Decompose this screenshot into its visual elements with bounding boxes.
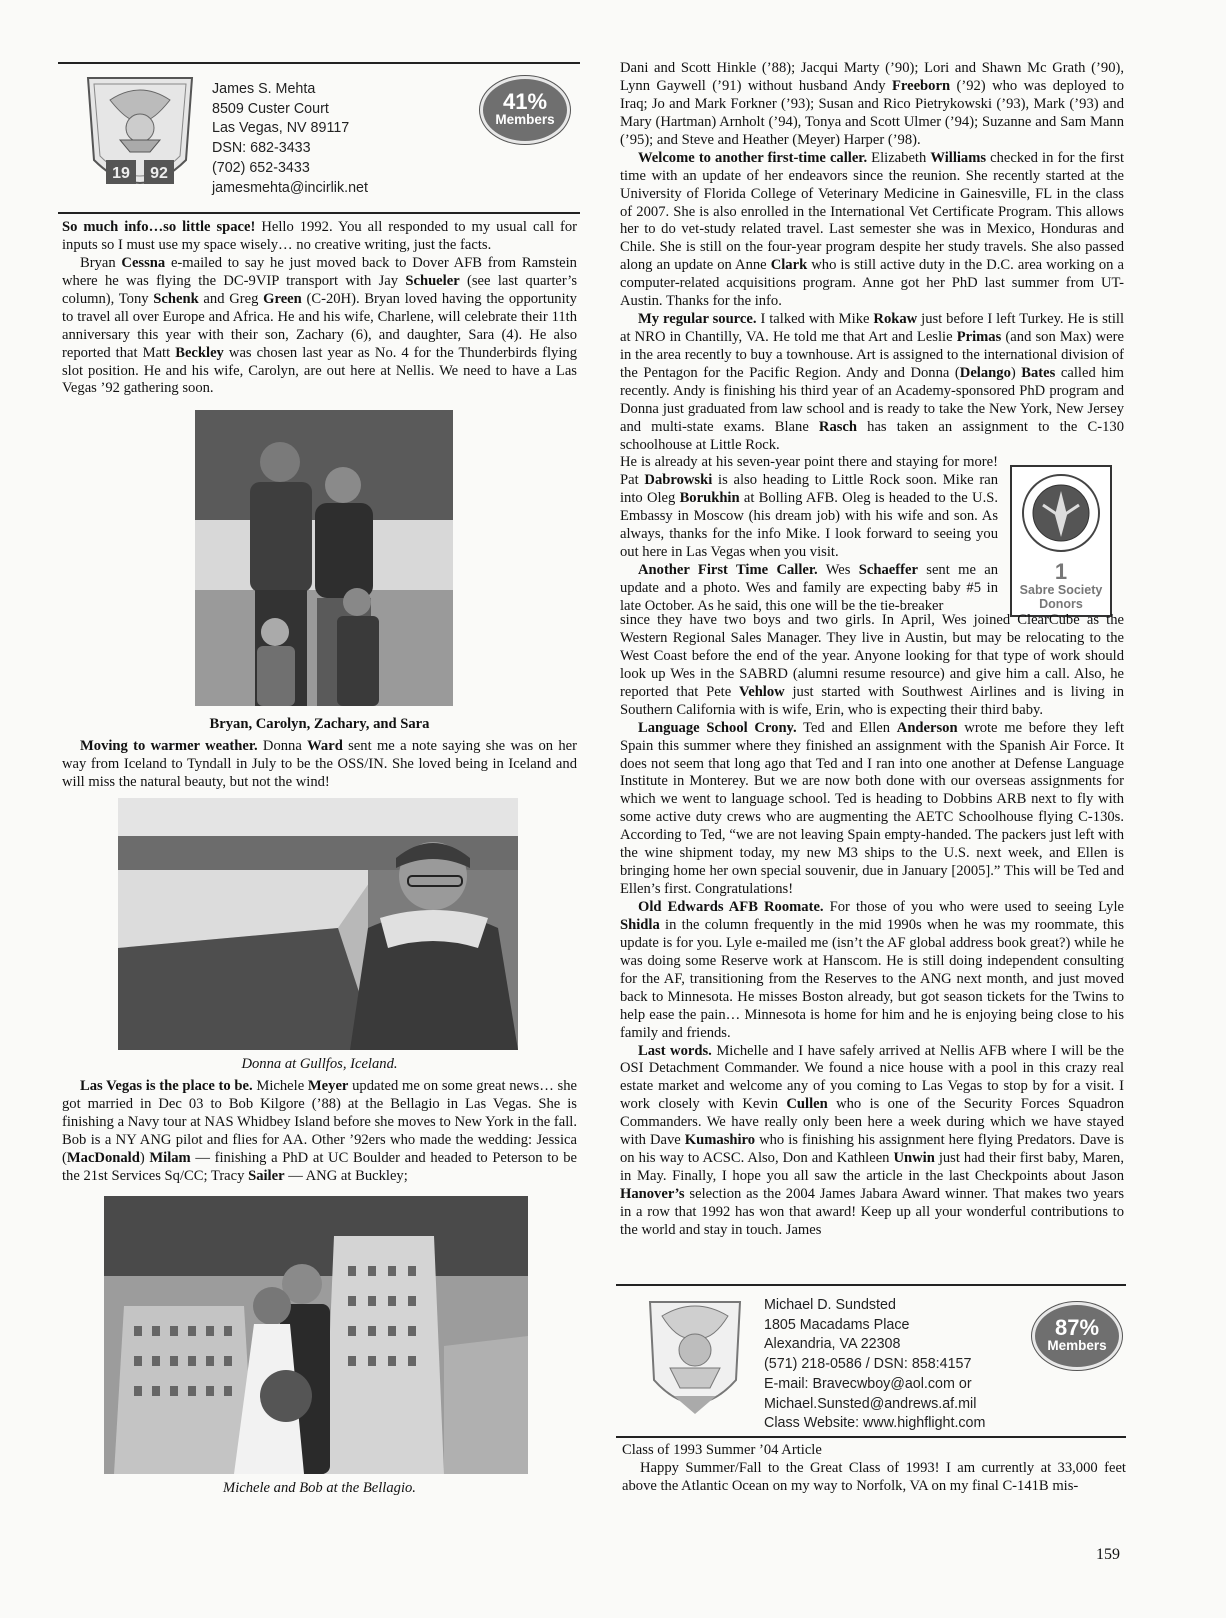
crest-1992-icon (80, 70, 200, 210)
class-1992-crest (80, 70, 200, 210)
bold-name: Schenk (153, 290, 199, 307)
scribe-name: Michael D. Sundsted (764, 1297, 896, 1313)
phone: (571) 218-0586 / DSN: 858:4157 (764, 1356, 972, 1373)
text-run: sent me an update and a photo. Wes and family are expecting baby #5 in late October. As he said, this one will be the tie-breaker (620, 561, 999, 614)
text-run: Hello 1992. You all responded to my usual call for inputs so I must use my space wisely… no creative writing, just the facts. (62, 219, 578, 253)
photo-caption: Bryan, Carolyn, Zachary, and Sara (209, 716, 430, 732)
bold-name: My regular source. (638, 311, 757, 328)
text-run: just before I left Turkey. He is still at NRO in Chantilly, VA. He told me that Art and Leslie (620, 311, 1125, 346)
text-run: checked in for the first time with an update of her endeavors since the reunion. She recently started at the University of Florida College of Veterinary Medicine in Gainesville, FL in the class of 2007. She is also enrolled in the International Vet Certificate Program. This allows her to do vet-study related travel. Last semester she was in Mexico, Honduras and Chile. She is still on the four-year program despite her study travels. She also passed along an update on Anne (620, 149, 1124, 274)
class-1993-rule-top (616, 1284, 1126, 1286)
paragraph (620, 311, 1124, 455)
left-column-middle (62, 738, 577, 792)
paragraph (620, 60, 1124, 150)
paragraph (620, 562, 998, 616)
bold-name: Ward (307, 738, 343, 754)
dsn-phone: DSN: 682-3433 (212, 140, 311, 157)
paragraph (620, 720, 1124, 899)
phone: (702) 652-3433 (212, 159, 310, 176)
text-run: sent me a note saying she was on her way from Iceland to Tyndall in July to be the OSS/IN. She loved being in Iceland and will miss the natural beauty, but not the wind! (62, 738, 577, 790)
text-run: who is still active duty in the D.C. area working on a computer-related acquisitions program. Anne got her PhD last summer from UT-Austin. Thanks for the info. (620, 257, 1124, 310)
paragraph (62, 1078, 577, 1186)
bold-name: Anderson (896, 719, 958, 736)
text-run: was chosen last year as No. 4 for the Thunderbirds flying slot position. He and his wife, Carolyn, are out here at Nellis. We need to have a Las Vegas ’92 gathering soon. (62, 344, 577, 397)
bold-name: Beckley (175, 344, 224, 361)
header-rule-bottom (58, 212, 580, 214)
bold-name: Welcome to another first-time caller. (638, 149, 868, 166)
right-column-top (620, 60, 1124, 455)
bold-name: Cessna (121, 254, 166, 271)
class-1993-rule-bottom (616, 1436, 1126, 1438)
right-column-bottom (620, 612, 1124, 1240)
text-run: ) (1010, 364, 1022, 381)
text-run: Donna (257, 738, 308, 754)
text-run: — finishing a PhD at UC Boulder and headed to Peterson to be the 21st Services Sq/CC; Tracy (62, 1149, 577, 1184)
bold-name: Cullen (786, 1096, 828, 1113)
bold-name: Rasch (818, 418, 858, 435)
photo-caption: Michele and Bob at the Bellagio. (223, 1480, 416, 1496)
class-1992-contact (212, 80, 368, 198)
text-run: He is already at his seven-year point there and staying for more! Pat (620, 454, 998, 488)
family-photo (195, 410, 453, 706)
text-run: (and son Max) were in the area recently to buy a townhouse. Art is assigned to the international division of the Pentagon for the Pacific Region. Andy and Donna ( (620, 329, 1124, 381)
text-run: Michele (252, 1078, 308, 1094)
text-run: (’92) who was deployed to Iraq; Jo and Mark Forkner (’93); Susan and Rico Pietrykowski (’93), Mark (’93) and Mary (Hartman) Arnholt (’94), Tonya and Scott Ulmer (’94); Suzanne and Sam Mann (’95); and Steve and Heather (Meyer) Harper (’98). (620, 77, 1124, 148)
text-run: Michelle and I have safely arrived at Nellis AFB where I will be the OSI Detachment Commander. We found a nice house with a pool in this crazy real estate market and welcome any of you coming to Las Vegas to stop by for a visit. I work closely with Kevin (620, 1042, 1124, 1113)
text-run: ) (139, 1149, 150, 1166)
bold-name: Sailer (248, 1167, 285, 1184)
scribe-name: James S. Mehta (212, 81, 316, 97)
text-run: Dani and Scott Hinkle (’88); Jacqui Marty (’90); Lori and Shawn Mc Grath (’90), Lynn Gaywell (’91) without husband Andy (620, 60, 1124, 94)
members-label: Members (495, 112, 555, 127)
header-rule-top (58, 62, 580, 64)
text-run: (C-20H). Bryan loved having the opportunity to travel all over Europe and Africa. He and his wife, Charlene, will celebrate their 11th anniversary this year with their son, Zachary (6), and daughter, Sara (4). He also reported that Matt (62, 290, 577, 361)
text-run: has taken an assignment to the C-130 schoolhouse at Little Rock. (620, 418, 1124, 453)
email[interactable]: jamesmehta@incirlik.net (212, 179, 368, 196)
text-run: just started with Southwest Airlines and is living in Southern California with is wife, Erin, who is expecting their third baby. (620, 683, 1124, 718)
text-run: in the column frequently in the mid 1990s when he was my roommate, this update is for you. Lyle e-mailed me (isn’t the AF global address book great?) while he was doing some Reserve work at Hanscom. He is still doing independent consulting for the AF, transitioning from the Reserves to the ANG next month, and just moved back to Minnesota. He misses Boston already, but got season tickets for the Twins to help ease the pain… Minnesota is home for him and he is enjoying being close to his family and friends. (620, 916, 1124, 1041)
bold-name: So much info…so little space! (62, 219, 256, 235)
crest-year-right: 92 (150, 165, 168, 182)
sabre-donors-label: Donors (1039, 597, 1083, 612)
sabre-donor-count: 1 (1054, 559, 1068, 584)
class-1993-contact (764, 1296, 985, 1434)
paragraph (622, 1460, 1126, 1496)
bold-name: Primas (956, 329, 1002, 346)
text-run: who is finishing his assignment here flying Predators. Dave is on his way to ACSC. Also, Don and Kathleen (620, 1132, 1124, 1167)
members-percent: 87% (1054, 1315, 1100, 1340)
address-line-1: 8509 Custer Court (212, 100, 329, 117)
bold-name: Hanover’s (620, 1186, 685, 1202)
members-badge-1992 (480, 76, 570, 144)
bold-name: Borukhin (679, 489, 740, 506)
members-percent: 41% (502, 89, 548, 114)
text-run: since they have two boys and two girls. In April, Wes joined ClearCube as the Western Regional Sales Manager. They live in Austin, but may be relocating to the West Coast before the end of the year. Anyone looking for that type of work should look up Wes in the SABRD (alumni resume resource) and give him a call. Also, he reported that Pete (620, 612, 1124, 700)
class-1993-crest (640, 1292, 750, 1432)
text-run: Bryan (80, 254, 122, 271)
article-heading: Class of 1993 Summer ’04 Article (622, 1442, 822, 1458)
photo-caption: Donna at Gullfos, Iceland. (241, 1056, 398, 1072)
crest-1993-icon (640, 1292, 750, 1432)
class-1993-article (622, 1442, 1126, 1496)
members-badge-1993 (1032, 1302, 1122, 1370)
sabre-society-seal-icon (1019, 471, 1103, 555)
bold-name: Schaeffer (858, 561, 918, 578)
gullfos-photo (118, 798, 518, 1050)
text-run: wrote me before they left Spain this summer where they finished an assignment with the Spanish Air Force. It does not seem that long ago that Ted and I ran into one another at Defense Language Institute in Monterey. But we are now both done with our overseas assignments for which we went to language school. Ted is heading to Dobbins ARB next to fly with some active duty crews who are augmenting the AETC Schoolhouse flying C-130s. According to Ted, “we are not leaving Spain empty-handed. The packers just left with the wine shipment today, my new M3 ships to the U.S. next week, and Ellen is bringing home her own special souvenir, due in January [2005].” This will be Ted and Ellen’s first. Congratulations! (620, 719, 1125, 898)
text-run: I talked with Mike (756, 311, 874, 328)
crest-year-left: 19 (112, 165, 130, 182)
bold-name: Another First Time Caller. (638, 561, 818, 578)
text-run: just had their first baby, Maren, in May. Finally, I hope you all saw the article in the last Checkpoints about Jason (620, 1150, 1124, 1185)
bold-name: Unwin (893, 1150, 935, 1167)
text-run: Ted and Ellen (796, 719, 897, 736)
bold-name: Rokaw (873, 311, 918, 328)
address-line-2: Alexandria, VA 22308 (764, 1336, 901, 1353)
address-line-1: 1805 Macadams Place (764, 1316, 910, 1333)
paragraph (62, 738, 577, 792)
text-run: at Bolling AFB. Oleg is headed to the U.S. Embassy in Moscow (his dream job) with his wife and son. As always, thanks for the info Mike. I look forward to seeing you out here in Las Vegas when you visit. (620, 489, 998, 560)
paragraph (620, 612, 1124, 720)
bold-name: MacDonald (66, 1149, 140, 1166)
bold-name: Vehlow (739, 683, 785, 700)
sabre-society-box (1010, 465, 1112, 617)
email-alt[interactable]: Michael.Sunsted@andrews.af.mil (764, 1395, 977, 1412)
bold-name: Milam (149, 1149, 191, 1166)
page-number: 159 (1096, 1546, 1120, 1563)
bold-name: Language School Crony. (638, 719, 797, 736)
text-run: — ANG at Buckley; (284, 1167, 408, 1184)
left-column-bottom (62, 1078, 577, 1186)
text-run: e-mailed to say he just moved back to Dover AFB from Ramstein where he was flying the DC-9VIP transport with Jay (62, 254, 577, 289)
bold-name: Clark (770, 257, 808, 274)
paragraph (620, 1043, 1124, 1240)
text-run: and Greg (198, 290, 264, 307)
bold-name: Williams (930, 149, 987, 166)
text-run: Elizabeth (867, 149, 931, 166)
paragraph (620, 899, 1124, 1043)
left-column-top (62, 219, 577, 398)
sabre-label: Sabre Society (1019, 583, 1103, 597)
article-intro: Happy Summer/Fall to the Great Class of 1993! I am currently at 33,000 feet above the Atlantic Ocean on my way to Norfolk, VA on my final C-141B mis- (622, 1459, 1126, 1494)
text-run: For those of you who were used to seeing Lyle (823, 899, 1125, 915)
bold-name: Dabrowski (644, 471, 713, 488)
bold-name: Las Vegas is the place to be. (80, 1078, 253, 1094)
text-run: (see last quarter’s column), Tony (62, 272, 577, 307)
bold-name: Bates (1021, 364, 1056, 381)
bold-name: Old Edwards AFB Roomate. (638, 899, 824, 915)
text-run: selection as the 2004 James Jabara Award winner. That makes two years in a row that 1992 has won that award! Keep up all your wonderful contributions to the world and stay in touch. James (620, 1186, 1124, 1238)
paragraph (620, 454, 998, 562)
right-column-wrap (620, 454, 998, 615)
paragraph (62, 219, 577, 255)
class-website[interactable]: Class Website: www.highflight.com (764, 1415, 986, 1432)
text-run: who is one of the Security Forces Squadron Commanders. We have really only been here a week during which we have stayed with Dave (620, 1096, 1124, 1149)
bold-name: Last words. (638, 1042, 712, 1059)
bold-name: Green (263, 290, 302, 307)
paragraph (62, 255, 577, 399)
text-run: called him recently. Andy is finishing his third year of an Academy-sponsored PhD program and Donna just graduated from law school and is ready to take the New York, New Jersey and multi-state exams. Blane (620, 364, 1124, 435)
text-run: updated me on some great news… she got married in Dec 03 to Bob Kilgore (’88) at the Bellagio in Las Vegas. She is finishing a Navy tour at NAS Whidbey Island before she moves to New York in the fall. Bob is a NY ANG pilot and flies for AA. Other ’92ers who made the wedding: Jessica ( (62, 1078, 577, 1166)
email[interactable]: E-mail: Bravecwboy@aol.com or (764, 1375, 972, 1392)
text-run: is also heading to Little Rock soon. Mike ran into Oleg (620, 471, 999, 506)
bold-name: Moving to warmer weather. (80, 738, 258, 754)
bold-name: Delango (959, 364, 1011, 381)
bold-name: Schueler (405, 272, 460, 289)
bold-name: Shidla (620, 916, 660, 933)
address-line-2: Las Vegas, NV 89117 (212, 120, 350, 137)
bold-name: Meyer (307, 1078, 349, 1094)
bold-name: Freeborn (891, 77, 951, 94)
text-run: Wes (817, 561, 859, 578)
paragraph (620, 150, 1124, 311)
wedding-photo (104, 1196, 528, 1474)
members-label: Members (1047, 1338, 1107, 1353)
bold-name: Kumashiro (684, 1132, 756, 1149)
